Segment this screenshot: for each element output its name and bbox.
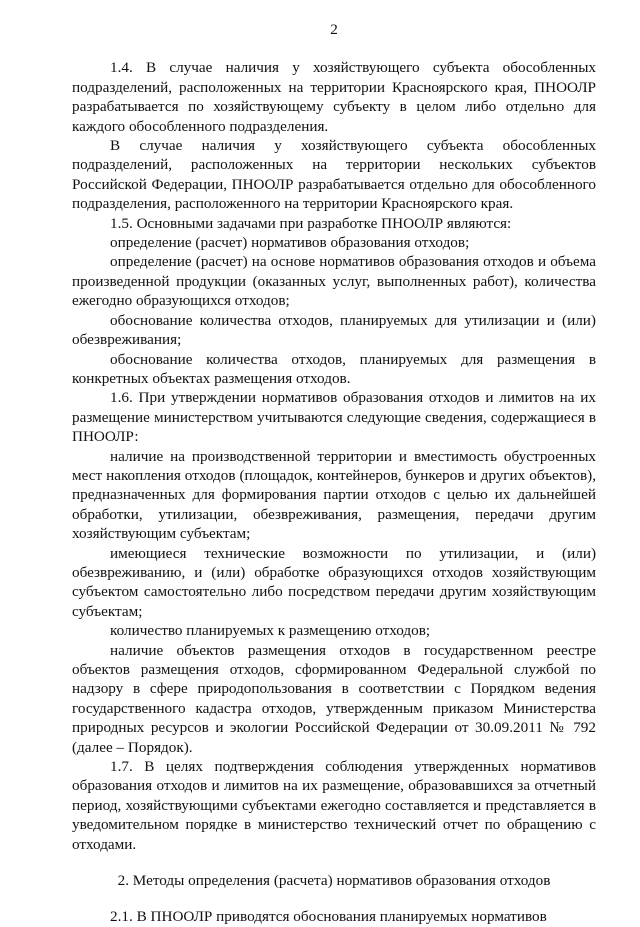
- paragraph-1-7: 1.7. В целях подтверждения соблюдения утвержденных нормативов образования отходов и лимитов на их размещение, образовавшихся за отчетный период, хозяйствующими субъектами ежегодно составляется и представляется в уведомительном порядке в министерство технический отчет по обращению с отходами.: [72, 758, 596, 853]
- info-item: наличие на производственной территории и вместимость обустроенных мест накопления отходов (площадок, контейнеров, бункеров и других объектов), предназначенных для формирования партии отходов с целью их дальнейшей обработки, утилизации, обезвреживания, размещения, передачи другим хозяйствующим субъектам;: [72, 447, 596, 543]
- info-item: количество планируемых к размещению отходов;: [110, 622, 431, 640]
- document-page: [72, 20, 596, 927]
- task-item: обоснование количества отходов, планируемых для размещения в конкретных объектах размещения отходов.: [72, 350, 596, 387]
- paragraph-2-1: 2.1. В ПНООЛР приводятся обоснования планируемых нормативов: [110, 908, 547, 926]
- info-item: наличие объектов размещения отходов в государственном реестре объектов размещения отходов, сформированном Федеральной службой по надзору в сфере природопользования в соответствии с Порядком ведения государственного кадастра отходов, утвержденным приказом Министерства природных ресурсов и экологии Российской Федерации от 30.09.2011 № 792 (далее – Порядок).: [72, 641, 596, 756]
- section-heading: 2. Методы определения (расчета) нормативов образования отходов: [117, 872, 551, 890]
- page-number: 2: [330, 21, 338, 38]
- task-item: обоснование количества отходов, планируемых для утилизации и (или) обезвреживания;: [72, 311, 596, 349]
- info-item: имеющиеся технические возможности по утилизации, и (или) обезвреживанию, и (или) обработке образующихся отходов хозяйствующим субъектом самостоятельно либо посредством передачи другим хозяйствующим субъектам;: [72, 544, 596, 620]
- task-item: определение (расчет) на основе нормативов образования отходов и объема произведенной продукции (оказанных услуг, выполненных работ), количества ежегодно образующихся отходов;: [72, 253, 596, 310]
- paragraph-1-4: 1.4. В случае наличия у хозяйствующего субъекта обособленных подразделений, расположенных на территории Красноярского края, ПНООЛР разрабатывается по хозяйствующему субъекту в целом либо отдельно для каждого обособленного подразделения.: [72, 59, 596, 135]
- task-item: определение (расчет) нормативов образования отходов;: [110, 234, 470, 252]
- paragraph-1-4-cont: В случае наличия у хозяйствующего субъекта обособленных подразделений, расположенных на территории нескольких субъектов Российской Федерации, ПНООЛР разрабатывается отдельно для обособленного подразделения, расположенного на территории Красноярского края.: [72, 137, 596, 213]
- paragraph-1-6: 1.6. При утверждении нормативов образования отходов и лимитов на их размещение министерством учитываются следующие сведения, содержащиеся в ПНООЛР:: [72, 389, 596, 446]
- paragraph-1-5: 1.5. Основными задачами при разработке ПНООЛР являются:: [110, 214, 512, 232]
